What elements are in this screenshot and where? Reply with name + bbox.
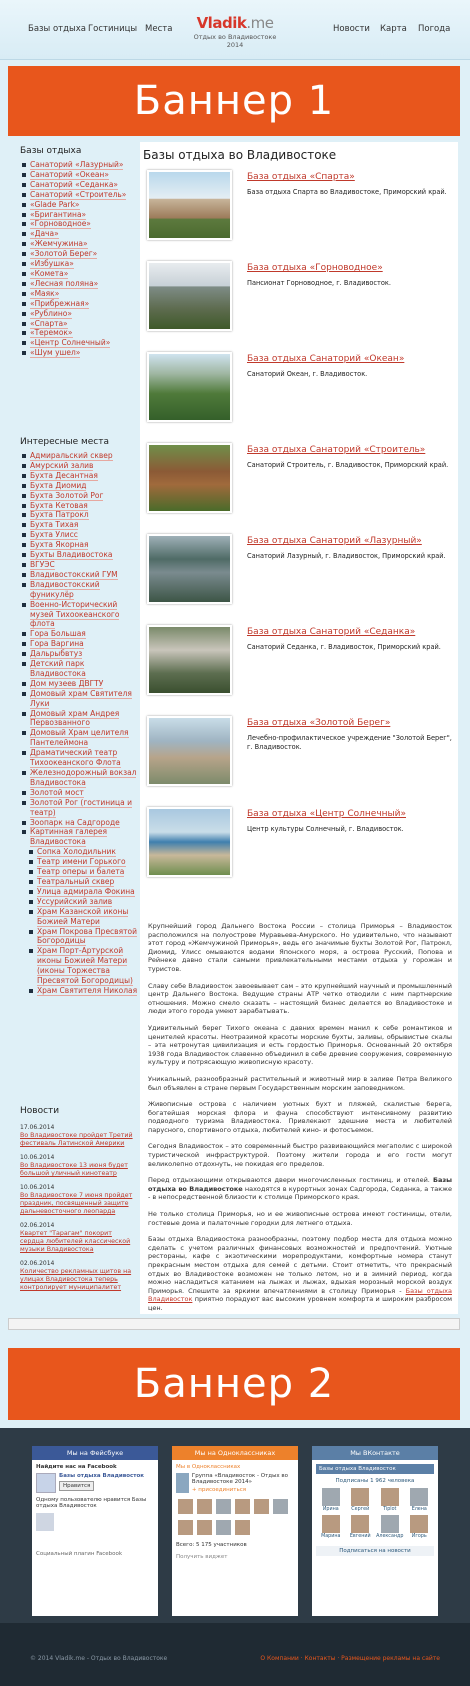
avatar[interactable] — [273, 1499, 288, 1514]
sidebar-place-link[interactable]: Картинная галерея Владивостока — [30, 827, 108, 847]
resort-title-link[interactable]: База отдыха «Спарта» — [247, 172, 355, 182]
avatar[interactable] — [197, 1520, 212, 1535]
sidebar-place-link[interactable]: Бухта Якорная — [30, 540, 89, 550]
article-paragraph: Не только столица Приморья, но и ее живописные острова имеют гостиницы, отели, гостевые дома и палаточные городки для летнего отдыха. — [148, 1210, 452, 1227]
sidebar-place-item[interactable] — [20, 689, 138, 709]
article-paragraph: Славу себе Владивосток завоевывает сам – это крупнейший научный и промышленный центр Дальнего Востока. Ведущие страны АТР четко отводили с ним партнерские отношения. Можно смело сказать – настоящий бизнес делается во Владивостоке и люди этого города умеют зарабатывать. — [148, 981, 452, 1016]
news-date: 17.06.2014 — [20, 1124, 55, 1131]
sidebar-place-link[interactable]: Театр оперы и балета — [37, 867, 125, 877]
news-item — [20, 1222, 136, 1254]
sidebar-base-item[interactable] — [20, 279, 138, 289]
sidebar-place-item[interactable] — [20, 550, 138, 560]
logo-main: Vladik — [196, 14, 247, 32]
resort-description: Санаторий Строитель, г. Владивосток, Приморский край. — [247, 461, 449, 469]
sidebar-base-item[interactable] — [20, 239, 138, 249]
resort-description: Центр культуры Солнечный, г. Владивосток. — [247, 825, 404, 833]
resort-photo[interactable] — [147, 716, 232, 786]
avatar[interactable] — [235, 1499, 250, 1514]
sidebar-base-link[interactable]: «Бригантина» — [30, 209, 87, 219]
sidebar-place-item[interactable] — [20, 709, 138, 729]
sidebar-place-link[interactable]: Военно-Исторический музей Тихоокеанского флота — [30, 599, 120, 629]
sidebar-news — [20, 1106, 136, 1298]
sidebar-base-link[interactable]: «Маяк» — [30, 288, 60, 298]
vk-member[interactable] — [316, 1515, 346, 1539]
sidebar-base-item[interactable] — [20, 210, 138, 220]
sidebar-base-item[interactable] — [20, 219, 138, 229]
sidebar-place-link[interactable]: Храм Порт-Артурской иконы Божией Матери (иконы Торжества Пресвятой Богородицы) — [37, 946, 133, 986]
news-item — [20, 1260, 136, 1292]
vk-member-name: Евгений — [349, 1534, 371, 1539]
odnoklassniki-widget — [172, 1446, 298, 1616]
sidebar-place-link[interactable]: Владивостокский фуникулёр — [30, 579, 100, 599]
article-paragraph — [148, 1176, 452, 1202]
banner-1[interactable]: Баннер 1 — [8, 66, 460, 136]
sidebar-place-link[interactable]: Домовый храм Святителя Луки — [30, 688, 132, 708]
sidebar-base-link[interactable]: «Теремок» — [30, 328, 73, 338]
sidebar-place-item[interactable] — [20, 471, 138, 481]
sidebar-place-link[interactable]: Гора Варгина — [30, 639, 84, 649]
fb-avatar — [36, 1513, 54, 1531]
sidebar-place-link[interactable]: Бухта Десантная — [30, 470, 98, 480]
sidebar-place-link[interactable]: Бухта Тихая — [30, 520, 79, 530]
para9-start: Базы отдыха Владивостока разнообразны, поэтому подбор места для отдыха можно сделать с учетом различных финансовых возможностей и предпочтений. Уютные рестораны, кафе с экзотическими морепродуктами, комфортные номера станут прекрасным местом отдыха для семей с детьми. Стоит отметить, что прекрасный отдых во Владивостоке возможен не только летом, но и в зимний период, когда можно насладиться катанием на лыжах и лыжах, вдыхая морозный морской воздух Приморья. Спешите за яркими впечатлениями в столицу Приморья - — [148, 1235, 452, 1295]
nav-places[interactable]: Места — [145, 24, 173, 34]
nav-bases[interactable]: Базы отдыха — [28, 24, 86, 34]
sidebar-place-link[interactable]: Драматический театр Тихоокеанского Флота — [30, 748, 121, 768]
fb-plugin-label: Социальный плагин Facebook — [36, 1551, 123, 1557]
sidebar-place-item[interactable] — [27, 897, 138, 907]
sidebar-place-link[interactable]: Театральный сквер — [37, 876, 115, 886]
sidebar-place-link[interactable]: ВГУЭС — [30, 559, 55, 569]
sidebar-base-item[interactable] — [20, 328, 138, 338]
sidebar-base-item[interactable] — [20, 229, 138, 239]
sidebar-place-link[interactable]: Улица адмирала Фокина — [37, 886, 135, 896]
facebook-widget — [32, 1446, 158, 1616]
social-widgets — [0, 1428, 470, 1623]
news-item — [20, 1124, 136, 1148]
nav-weather[interactable]: Погода — [418, 24, 451, 34]
sidebar-place-item[interactable] — [20, 530, 138, 540]
vk-member-avatar — [410, 1488, 428, 1506]
vk-member-name: Александр — [376, 1534, 404, 1539]
para9-end: приятно порадуют вас высоким уровнем комфорта и широким разбросом цен. — [148, 1295, 452, 1312]
nav-map[interactable]: Карта — [380, 24, 407, 34]
sidebar-place-link[interactable]: Железнодорожный вокзал Владивостока — [30, 768, 137, 787]
article-paragraph: Сегодня Владивосток – это современный быстро развивающийся мегаполис с широкой туристической инфраструктурой. Поэтому жители города и его гости могут великолепно отдохнуть, не покидая его пределов. — [148, 1142, 452, 1168]
sidebar-place-link[interactable]: Амурский залив — [30, 460, 94, 470]
vk-member-name: Елена — [411, 1507, 427, 1512]
vk-member-avatar — [410, 1515, 428, 1533]
sidebar-place-item[interactable] — [20, 570, 138, 580]
sidebar-base-item[interactable] — [20, 309, 138, 319]
resort-photo[interactable] — [147, 443, 232, 513]
article-paragraph — [148, 1235, 452, 1312]
vk-member[interactable] — [405, 1488, 435, 1512]
news-link[interactable]: Количество рекламных щитов на улицах Владивостока теперь контролирует муниципалитет — [20, 1268, 132, 1291]
sidebar-place-item[interactable] — [20, 649, 138, 659]
sidebar-place-link[interactable]: Золотой Рог (гостиница и театр) — [30, 797, 132, 817]
sidebar-base-link[interactable]: «Прибрежная» — [30, 298, 90, 308]
avatar[interactable] — [178, 1520, 193, 1535]
sidebar-places — [20, 437, 138, 996]
resort-description: База отдыха Спарта во Владивостоке, Приморский край. — [247, 188, 447, 196]
resort-title-link[interactable]: База отдыха Санаторий «Строитель» — [247, 445, 426, 455]
sidebar-base-link[interactable]: Санаторий «Океан» — [30, 169, 109, 179]
avatar[interactable] — [235, 1520, 250, 1535]
logo-dot: .me — [246, 14, 274, 32]
para7-start: Перед отдыхающими открываются двери многочисленных гостиниц, и отелей. — [148, 1176, 433, 1185]
places-heading: Интересные места — [20, 437, 110, 447]
vk-member[interactable] — [346, 1488, 376, 1512]
sidebar-place-item[interactable] — [20, 461, 138, 471]
sidebar-place-item[interactable] — [20, 580, 138, 600]
sidebar-place-item[interactable] — [20, 768, 138, 788]
ok-join-button[interactable]: + присоединиться — [191, 1487, 247, 1493]
sidebar-base-link[interactable]: Санаторий «Лазурный» — [30, 160, 124, 169]
para7-end: находятся в курортных зонах Садгорода, Седанка, а также - в непосредственной близости к столице Приморского края. — [148, 1184, 452, 1202]
sidebar-place-link[interactable]: Уссурийский залив — [37, 896, 113, 906]
sidebar-place-link[interactable]: Сопка Холодильник — [37, 847, 116, 857]
ok-group-icon — [176, 1473, 189, 1493]
resort-photo[interactable] — [147, 261, 232, 331]
avatar[interactable] — [254, 1499, 269, 1514]
sidebar-base-item[interactable] — [20, 190, 138, 200]
sidebar-base-link[interactable]: Санаторий «Седанка» — [30, 179, 119, 189]
avatar[interactable] — [178, 1499, 193, 1514]
sidebar-place-item[interactable] — [20, 560, 138, 570]
sidebar-base-item[interactable] — [20, 259, 138, 269]
sidebar-place-item[interactable] — [20, 501, 138, 511]
sidebar-base-item[interactable] — [20, 200, 138, 210]
vk-member[interactable] — [316, 1488, 346, 1512]
sidebar-place-link[interactable]: Адмиральский сквер — [30, 451, 113, 460]
ok-members — [176, 1497, 294, 1539]
resort-title-link[interactable]: База отдыха «Горноводное» — [247, 263, 383, 273]
sidebar-base-link[interactable]: «Жемчужина» — [30, 239, 88, 249]
vk-member-grid — [316, 1488, 434, 1542]
sidebar-place-link[interactable]: Дальрыбвтуз — [30, 649, 83, 659]
sidebar-base-link[interactable]: «Шум ушел» — [30, 348, 81, 358]
sidebar-base-link[interactable]: «Центр Солнечный» — [30, 338, 111, 348]
sidebar-place-item[interactable] — [20, 659, 138, 679]
sidebar-base-item[interactable] — [20, 289, 138, 299]
sidebar-place-link[interactable]: Бухты Владивостока — [30, 550, 113, 560]
news-link[interactable]: Во Владивостоке 7 июня пройдет праздник, посвященный защите дальневосточного леопарда — [20, 1192, 133, 1215]
resort-photo[interactable] — [147, 534, 232, 604]
avatar[interactable] — [216, 1499, 231, 1514]
sidebar-base-link[interactable]: «Избушка» — [30, 259, 74, 269]
sidebar-place-item[interactable] — [20, 639, 138, 649]
resort-photo[interactable] — [147, 170, 232, 240]
sidebar-place-link[interactable]: Бухта Золотой Рог — [30, 490, 104, 500]
ok-group-name[interactable]: Группа «Владивосток - Отдых во Владивостоке 2014» — [191, 1473, 289, 1485]
vk-member-name: Сергей — [351, 1507, 370, 1512]
sidebar-place-item[interactable] — [20, 629, 138, 639]
sidebar-place-link[interactable]: Храм Святителя Николая — [37, 985, 138, 995]
content-bottom-strip — [8, 1318, 460, 1330]
fb-page-name[interactable]: Базы отдыха Владивосток — [59, 1473, 144, 1479]
sidebar-place-item[interactable] — [27, 907, 138, 927]
para9-link[interactable]: Базы отдыха Владивосток — [148, 1286, 452, 1304]
resort-photo[interactable] — [147, 807, 232, 877]
nav-hotels[interactable]: Гостиницы — [88, 24, 138, 34]
article-paragraph: Крупнейший город Дальнего Востока России – столица Приморья – Владивосток расположился на полуострове Муравьева-Амурского. Но удивительно, что называют этот город «Жемчужиной Приморья», ведь его значимые бухты Золотой Рог, Патрокл, Диомид, Улисс омываются водами Японского моря, а острова Русский, Попова и Рейнеке давно стали самыми привлекательными местами отдыха у горожан и туристов. — [148, 922, 452, 973]
fb-like-button[interactable]: Нравится — [59, 1481, 94, 1491]
logo-subtitle: Отдых во Владивостоке 2014 — [193, 33, 277, 49]
sidebar-place-item[interactable] — [20, 520, 138, 530]
sidebar-place-link[interactable]: Бухта Улисс — [30, 530, 78, 540]
vk-member-name: Ирина — [322, 1507, 339, 1512]
sidebar-place-link[interactable]: Бухта Диомид — [30, 480, 87, 490]
site-logo[interactable] — [185, 14, 285, 49]
sidebar-place-link[interactable]: Храм Покрова Пресвятой Богородицы — [37, 926, 137, 946]
sidebar-place-item[interactable] — [20, 481, 138, 491]
article-paragraph: Уникальный, разнообразный растительный и животный мир в заливе Петра Великого был объявлен в стране первым Государственным морским заповедником. — [148, 1074, 452, 1092]
sidebar-place-item[interactable] — [20, 600, 138, 630]
fb-like-text: Одному пользователю нравится Базы отдыха Владивосток — [36, 1497, 147, 1509]
sidebar-place-item[interactable] — [20, 728, 138, 748]
sidebar-base-link[interactable]: «Спарта» — [30, 318, 68, 328]
sidebar-place-item[interactable] — [27, 857, 138, 867]
sidebar-place-item[interactable] — [27, 847, 138, 857]
sidebar-base-item[interactable] — [20, 348, 138, 358]
resort-photo[interactable] — [147, 352, 232, 422]
avatar[interactable] — [216, 1520, 231, 1535]
vk-member[interactable] — [375, 1488, 405, 1512]
sidebar-base-link[interactable]: «Дача» — [30, 229, 59, 239]
vk-member-name: Tiplot — [383, 1507, 397, 1512]
sidebar-place-item[interactable] — [20, 798, 138, 818]
news-link[interactable]: Во Владивостоке 13 июня будет большой уличный кинотеатр — [20, 1162, 128, 1177]
vk-subscribe-button[interactable]: Подписаться на новости — [316, 1546, 434, 1556]
article-text — [148, 922, 452, 1321]
sidebar-place-item[interactable] — [27, 986, 138, 996]
resort-title-link[interactable]: База отдыха Санаторий «Океан» — [247, 354, 405, 364]
sidebar-place-link[interactable]: Домовый Храм целителя Пантелеймона — [30, 728, 129, 748]
news-link[interactable]: Квартет "Тарагам" покорит сердца любителей классической музыки Владивостока — [20, 1230, 131, 1253]
vk-member-name: Марина — [321, 1534, 341, 1539]
resort-title-link[interactable]: База отдыха Санаторий «Лазурный» — [247, 536, 422, 546]
resort-title-link[interactable]: База отдыха «Центр Солнечный» — [247, 809, 406, 819]
footer-links[interactable]: О Компании · Контакты · Размещение рекламы на сайте — [260, 1655, 440, 1662]
resort-description: Санаторий Океан, г. Владивосток. — [247, 370, 368, 378]
sidebar-place-item[interactable] — [20, 451, 138, 461]
news-date: 02.06.2014 — [20, 1222, 55, 1229]
vk-member-avatar — [351, 1488, 369, 1506]
sidebar-base-link[interactable]: «Лесная поляна» — [30, 278, 99, 288]
sidebar-place-link[interactable]: Золотой мост — [30, 787, 84, 797]
bases-heading: Базы отдыха — [20, 146, 82, 156]
sidebar-place-link[interactable]: Бухта Кетовая — [30, 500, 88, 510]
sidebar-place-link[interactable]: Храм Казанской иконы Божией Матери — [37, 906, 129, 926]
sidebar-base-link[interactable]: «Золотой Берег» — [30, 249, 98, 259]
news-date: 10.06.2014 — [20, 1154, 55, 1161]
vk-member[interactable] — [405, 1515, 435, 1539]
sidebar-place-item[interactable] — [20, 827, 138, 847]
news-item — [20, 1154, 136, 1178]
sidebar-base-item[interactable] — [20, 299, 138, 309]
ok-member-count: Всего: 5 175 участников — [176, 1542, 247, 1548]
news-list — [20, 1124, 136, 1292]
sidebar-place-item[interactable] — [27, 877, 138, 887]
sidebar-place-link[interactable]: Домовый храм Андрея Первозванного — [30, 708, 120, 728]
sidebar-place-item[interactable] — [20, 491, 138, 501]
sidebar-place-item[interactable] — [27, 887, 138, 897]
sidebar-base-item[interactable] — [20, 319, 138, 329]
sidebar-place-item[interactable] — [20, 748, 138, 768]
resort-title-link[interactable]: База отдыха Санаторий «Седанка» — [247, 627, 416, 637]
sidebar-base-link[interactable]: «Рублино» — [30, 308, 72, 318]
footer-copyright: © 2014 Vladik.me - Отдых во Владивостоке — [30, 1655, 168, 1662]
news-item — [20, 1184, 136, 1216]
sidebar-base-item[interactable] — [20, 160, 138, 170]
sidebar-base-item[interactable] — [20, 170, 138, 180]
vk-widget-title: Мы ВКонтакте — [312, 1446, 438, 1460]
sidebar-base-item[interactable] — [20, 180, 138, 190]
resort-description: Пансионат Горноводное, г. Владивосток. — [247, 279, 391, 287]
sidebar-place-link[interactable]: Детский парк Владивостока — [30, 659, 86, 678]
vk-member[interactable] — [346, 1515, 376, 1539]
sidebar-base-link[interactable]: «Горноводное» — [30, 219, 91, 229]
sidebar-base-link[interactable]: «Glade Park» — [30, 199, 80, 209]
news-date: 10.06.2014 — [20, 1184, 55, 1191]
sidebar-place-link[interactable]: Дом музеев ДВГТУ — [30, 678, 104, 688]
vk-group-name[interactable]: Базы отдыха Владивосток — [316, 1464, 434, 1474]
vk-member[interactable] — [375, 1515, 405, 1539]
vk-member-avatar — [322, 1515, 340, 1533]
ok-subtitle: Мы в Одноклассниках — [176, 1464, 241, 1470]
sidebar-place-link[interactable]: Бухта Патрокл — [30, 510, 89, 520]
sidebar-place-item[interactable] — [27, 867, 138, 877]
sidebar-place-item[interactable] — [27, 927, 138, 947]
sidebar-place-link[interactable]: Владивостокский ГУМ — [30, 569, 118, 579]
places-list — [20, 451, 138, 996]
sidebar-place-item[interactable] — [20, 540, 138, 550]
sidebar-place-link[interactable]: Театр имени Горького — [37, 857, 126, 867]
resort-title-link[interactable]: База отдыха «Золотой Берег» — [247, 718, 391, 728]
ok-widget-title: Мы на Одноклассниках — [172, 1446, 298, 1460]
page-title: Базы отдыха во Владивостоке — [143, 148, 337, 162]
sidebar-bases — [20, 146, 138, 358]
resort-description: Санаторий Лазурный, г. Владивосток, Приморский край. — [247, 552, 446, 560]
article-paragraph: Удивительный берег Тихого океана с давних времен манил к себе романтиков и ценителей красоты. Неотразимой красоты морские бухты, заливы, обрывистые скалы – эта нетронутая цивилизация и есть гордостью Приморья. Основанный 20 октября 1938 года Владивосток славенно объединил в себе древние сооружения, современную культуру и потрясающую живописную красоту. — [148, 1023, 452, 1067]
facebook-widget-title: Мы на Фейсбуке — [32, 1446, 158, 1460]
sidebar-base-link[interactable]: «Комета» — [30, 268, 69, 278]
ok-get-widget[interactable]: Получить виджет — [176, 1554, 228, 1560]
article-paragraph: Живописные острова с наличием уютных бухт и пляжей, скалистые берега, богатейшая морская флора и фауна способствуют интенсивному развитию подводного туризма Владивостока. Привлекают здешние места и любителей парусного, спортивного отдыха, любителей кино- и фотосъемок. — [148, 1100, 452, 1134]
sidebar-base-item[interactable] — [20, 269, 138, 279]
vk-subscribers: Подписаны 1 962 человека — [335, 1478, 415, 1484]
sidebar-place-item[interactable] — [20, 510, 138, 520]
sidebar-base-link[interactable]: Санаторий «Строитель» — [30, 189, 127, 199]
sidebar-place-link[interactable]: Зоопарк на Садгороде — [30, 817, 120, 827]
news-date: 02.06.2014 — [20, 1260, 55, 1267]
nav-news[interactable]: Новости — [333, 24, 370, 34]
fb-find-us: Найдите нас на Facebook — [36, 1464, 117, 1470]
sidebar-base-item[interactable] — [20, 249, 138, 259]
fb-page-icon — [36, 1473, 56, 1493]
banner-2[interactable]: Баннер 2 — [8, 1348, 460, 1420]
news-link[interactable]: Во Владивостоке пройдет Третий фестиваль Латинской Америки — [20, 1132, 133, 1147]
vk-member-avatar — [322, 1488, 340, 1506]
sidebar-place-item[interactable] — [20, 679, 138, 689]
bases-list — [20, 160, 138, 358]
sidebar-place-item[interactable] — [20, 818, 138, 828]
sidebar-place-item[interactable] — [20, 788, 138, 798]
resort-description: Лечебно-профилактическое учреждение "Золотой Берег", г. Владивосток. — [247, 734, 452, 751]
site-header — [0, 0, 470, 60]
vkontakte-widget — [312, 1446, 438, 1616]
resort-description: Санаторий Седанка, г. Владивосток, Приморский край. — [247, 643, 441, 651]
vk-member-name: Игорь — [411, 1534, 427, 1539]
news-heading: Новости — [20, 1106, 60, 1116]
sidebar-place-link[interactable]: Гора Большая — [30, 629, 86, 639]
sidebar-place-item[interactable] — [27, 946, 138, 986]
avatar[interactable] — [197, 1499, 212, 1514]
para7-bold: Базы отдыха во Владивостоке — [148, 1176, 452, 1193]
vk-member-avatar — [351, 1515, 369, 1533]
resort-photo[interactable] — [147, 625, 232, 695]
site-footer — [0, 1623, 470, 1686]
vk-member-avatar — [381, 1488, 399, 1506]
vk-member-avatar — [381, 1515, 399, 1533]
sidebar-base-item[interactable] — [20, 338, 138, 348]
